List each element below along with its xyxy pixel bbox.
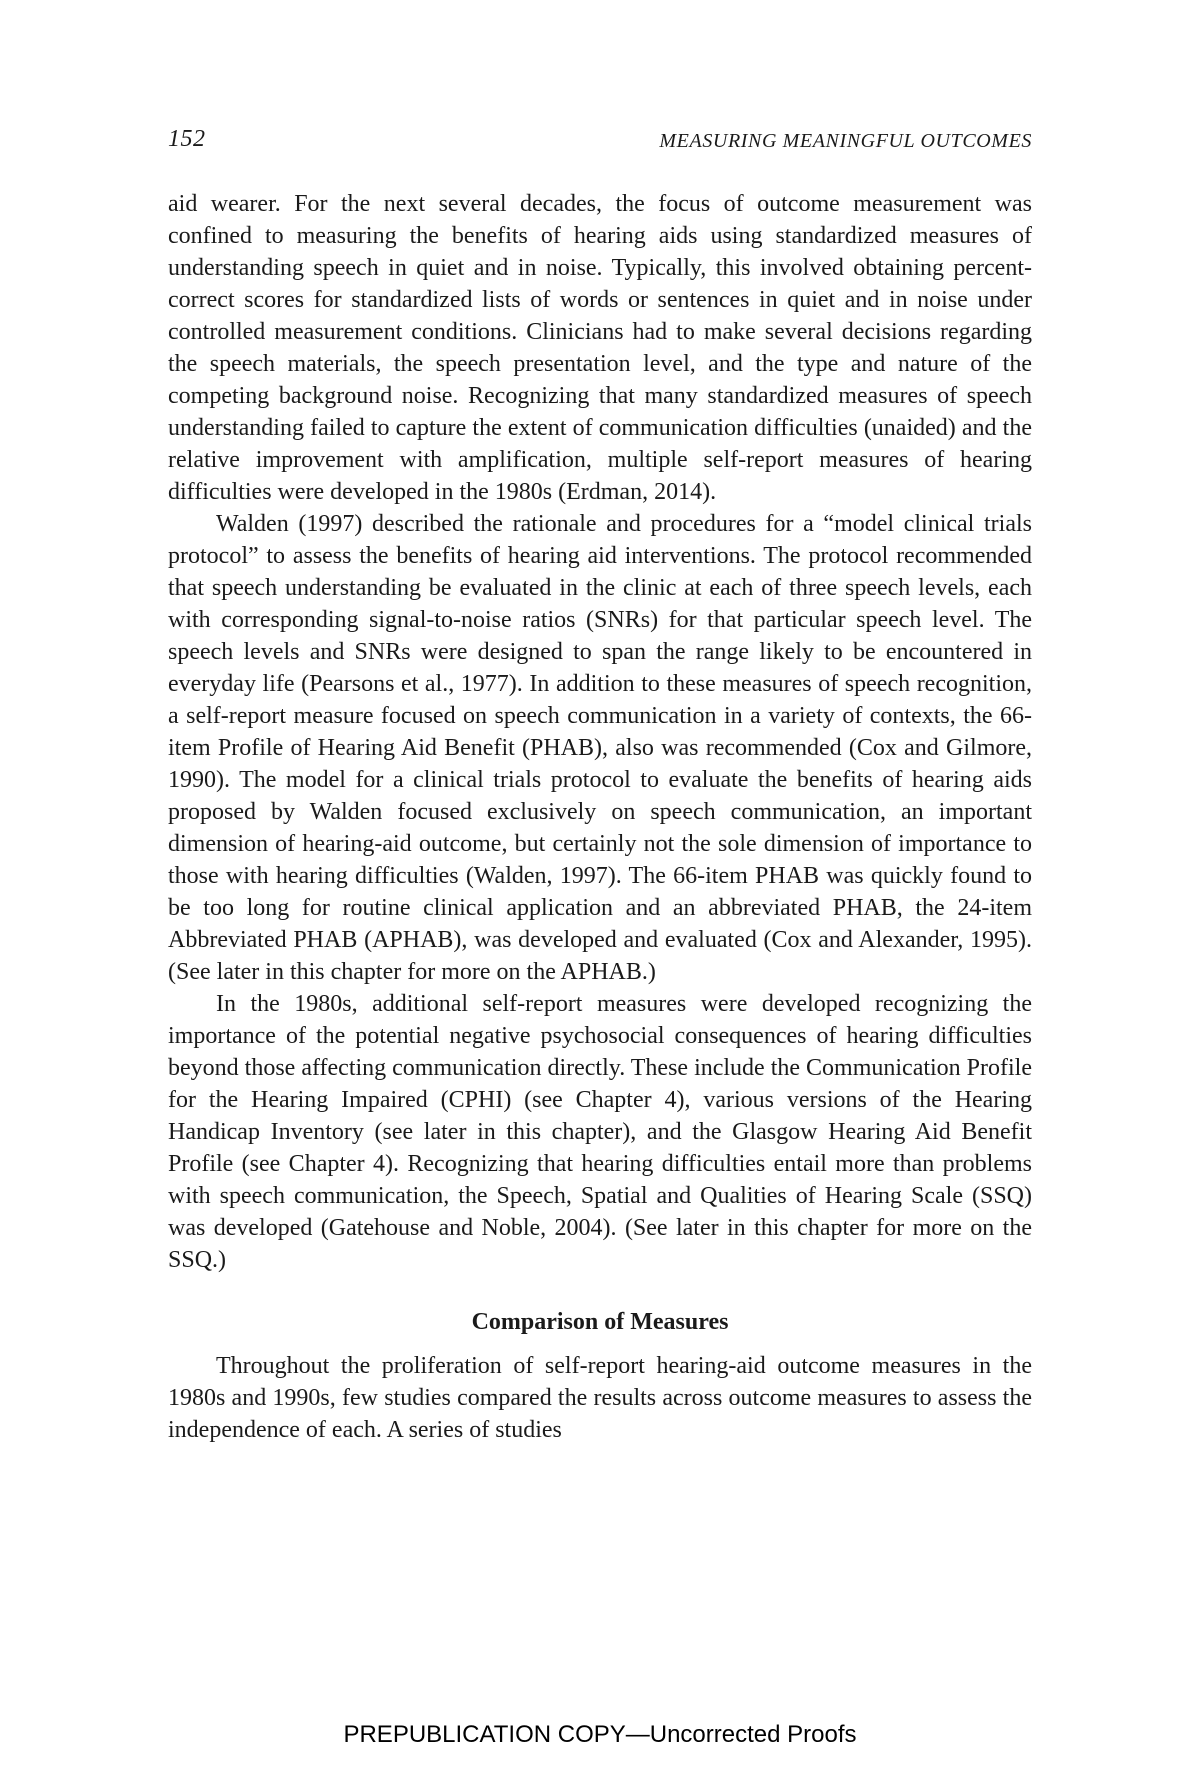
body-text: [168, 188, 1032, 1446]
paragraph-3: In the 1980s, additional self-report measures were developed recognizing the importance of the potential negative psychosocial consequences of hearing difficulties beyond those affecting communication directly. These include the Communication Profile for the Hearing Impaired (CPHI) (see Chapter 4), various versions of the Hearing Handicap Inventory (see later in this chapter), and the Glasgow Hearing Aid Benefit Profile (see Chapter 4). Recognizing that hearing difficulties entail more than problems with speech communication, the Speech, Spatial and Qualities of Hearing Scale (SSQ) was developed (Gatehouse and Noble, 2004). (See later in this chapter for more on the SSQ.): [168, 991, 1032, 1273]
running-head: MEASURING MEANINGFUL OUTCOMES: [659, 130, 1032, 152]
prepublication-footer: PREPUBLICATION COPY—Uncorrected Proofs: [343, 1721, 857, 1748]
section-heading: Comparison of Measures: [471, 1309, 729, 1335]
page-number: 152: [168, 126, 206, 152]
paragraph-1: aid wearer. For the next several decades, the focus of outcome measurement was confined to measuring the benefits of hearing aids using standardized measures of understanding speech in quiet and in noise. Typically, this involved obtaining percent-correct scores for standardized lists of words or sentences in quiet and in noise under controlled measurement conditions. Clinicians had to make several decisions regarding the speech materials, the speech presentation level, and the type and nature of the competing background noise. Recognizing that many standardized measures of speech understanding failed to capture the extent of communication difficulties (unaided) and the relative improvement with amplification, multiple self-report measures of hearing difficulties were developed in the 1980s (Erdman, 2014).: [168, 191, 1032, 505]
paragraph-2: Walden (1997) described the rationale and procedures for a “model clinical trials protocol” to assess the benefits of hearing aid interventions. The protocol recommended that speech understanding be evaluated in the clinic at each of three speech levels, each with corresponding signal-to-noise ratios (SNRs) for that particular speech level. The speech levels and SNRs were designed to span the range likely to be encountered in everyday life (Pearsons et al., 1977). In addition to these measures of speech recognition, a self-report measure focused on speech communication in a variety of contexts, the 66-item Profile of Hearing Aid Benefit (PHAB), also was recommended (Cox and Gilmore, 1990). The model for a clinical trials protocol to evaluate the benefits of hearing aids proposed by Walden focused exclusively on speech communication, an important dimension of hearing-aid outcome, but certainly not the sole dimension of importance to those with hearing difficulties (Walden, 1997). The 66-item PHAB was quickly found to be too long for routine clinical application and an abbreviated PHAB, the 24-item Abbreviated PHAB (APHAB), was developed and evaluated (Cox and Alexander, 1995). (See later in this chapter for more on the APHAB.): [168, 511, 1032, 985]
paragraph-4: Throughout the proliferation of self-report hearing-aid outcome measures in the 1980s and 1990s, few studies compared the results across outcome measures to assess the independence of each. A series of studies: [168, 1353, 1032, 1443]
